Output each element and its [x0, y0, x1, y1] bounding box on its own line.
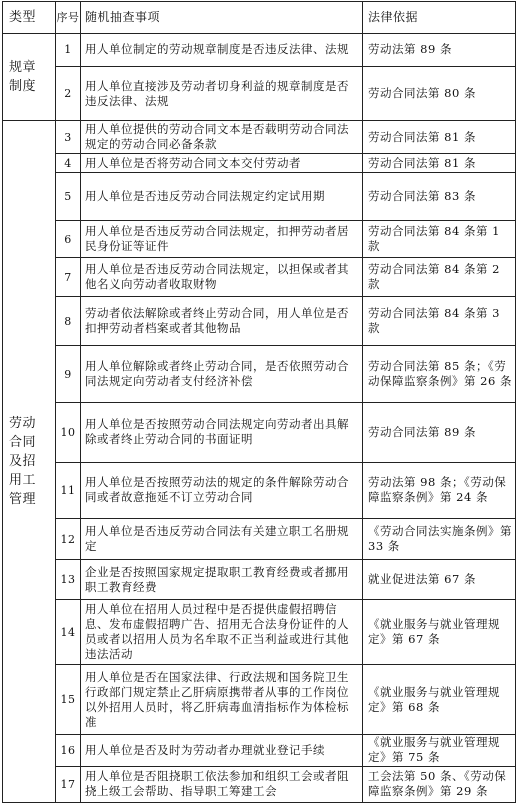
row-law: 《劳动合同法实施条例》第 33 条	[363, 519, 516, 560]
table-row	[3, 462, 516, 519]
row-law: 劳动合同法第 80 条	[363, 66, 516, 120]
row-law: 劳动合同法第 83 条	[363, 172, 516, 220]
row-item: 用人单位是否违反劳动合同法规定，以担保或者其他名义向劳动者收取财物	[81, 258, 363, 297]
row-law: 劳动合同法第 89 条	[363, 403, 516, 463]
table-row	[3, 258, 516, 297]
row-item: 用人单位是否将劳动合同文本交付劳动者	[81, 154, 363, 173]
row-item: 用人单位是否违反劳动合同法规定约定试用期	[81, 172, 363, 220]
row-number: 13	[56, 560, 81, 600]
row-number: 12	[56, 519, 81, 560]
table-row	[3, 403, 516, 463]
row-item: 用人单位制定的劳动规章制度是否违反法律、法规	[81, 34, 363, 67]
row-number: 5	[56, 172, 81, 220]
row-number: 7	[56, 258, 81, 297]
row-number: 4	[56, 154, 81, 173]
category-cell: 规章制度	[3, 34, 56, 121]
table-row	[3, 665, 516, 735]
table-row	[3, 600, 516, 665]
row-law: 《就业服务与就业管理规定》第 68 条	[363, 665, 516, 735]
row-law: 劳动法第 89 条	[363, 34, 516, 67]
row-number: 3	[56, 121, 81, 154]
row-law: 《就业服务与就业管理规定》第 75 条	[363, 735, 516, 767]
table-row	[3, 34, 516, 67]
row-number: 6	[56, 221, 81, 258]
header-row	[3, 2, 516, 34]
table-row	[3, 519, 516, 560]
table-row	[3, 221, 516, 258]
inspection-table	[2, 1, 516, 803]
header-no: 序号	[56, 2, 81, 34]
row-number: 16	[56, 735, 81, 767]
row-item: 用人单位解除或者终止劳动合同，是否依照劳动合同法规定向劳动者支付经济补偿	[81, 346, 363, 403]
table-row	[3, 560, 516, 600]
row-number: 14	[56, 600, 81, 665]
table-row	[3, 121, 516, 154]
row-item: 用人单位是否按照劳动合同法规定向劳动者出具解除或者终止劳动合同的书面证明	[81, 403, 363, 463]
row-law: 劳动合同法第 84 条第 1 款	[363, 221, 516, 258]
row-law: 劳动法第 98 条；《劳动保障监察条例》第 24 条	[363, 462, 516, 519]
row-item: 用人单位是否阻挠职工依法参加和组织工会或者阻挠上级工会帮助、指导职工筹建工会	[81, 766, 363, 802]
row-law: 劳动合同法第 81 条	[363, 154, 516, 173]
row-number: 9	[56, 346, 81, 403]
row-item: 用人单位是否违反劳动合同法规定，扣押劳动者居民身份证等证件	[81, 221, 363, 258]
table-row	[3, 154, 516, 173]
row-item: 企业是否按照国家规定提取职工教育经费或者挪用职工教育经费	[81, 560, 363, 600]
header-type: 类型	[3, 2, 56, 34]
row-number: 11	[56, 462, 81, 519]
row-law: 劳动合同法第 84 条第 3 款	[363, 297, 516, 346]
table-row	[3, 172, 516, 220]
row-number: 15	[56, 665, 81, 735]
row-item: 用人单位是否违反劳动合同法有关建立职工名册规定	[81, 519, 363, 560]
row-item: 劳动者依法解除或者终止劳动合同，用人单位是否扣押劳动者档案或者其他物品	[81, 297, 363, 346]
row-number: 17	[56, 766, 81, 802]
table-row	[3, 346, 516, 403]
row-item: 用人单位是否在国家法律、行政法规和国务院卫生行政部门规定禁止乙肝病原携带者从事的工作岗位以外招用人员时，将乙肝病毒血清指标作为体检标准	[81, 665, 363, 735]
row-number: 10	[56, 403, 81, 463]
row-item: 用人单位提供的劳动合同文本是否载明劳动合同法规定的劳动合同必备条款	[81, 121, 363, 154]
table-row	[3, 66, 516, 120]
row-law: 工会法第 50 条、《劳动保障监察条例》第 29 条	[363, 766, 516, 802]
table-row	[3, 297, 516, 346]
row-number: 8	[56, 297, 81, 346]
row-number: 2	[56, 66, 81, 120]
row-item: 用人单位是否及时为劳动者办理就业登记手续	[81, 735, 363, 767]
table-row	[3, 735, 516, 767]
row-law: 《就业服务与就业管理规定》第 67 条	[363, 600, 516, 665]
row-item: 用人单位直接涉及劳动者切身利益的规章制度是否违反法律、法规	[81, 66, 363, 120]
row-law: 就业促进法第 67 条	[363, 560, 516, 600]
row-item: 用人单位是否按照劳动法的规定的条件解除劳动合同或者故意拖延不订立劳动合同	[81, 462, 363, 519]
header-law: 法律依据	[363, 2, 516, 34]
row-law: 劳动合同法第 81 条	[363, 121, 516, 154]
header-item: 随机抽查事项	[81, 2, 363, 34]
table-row	[3, 766, 516, 802]
row-law: 劳动合同法第 84 条第 2 款	[363, 258, 516, 297]
row-law: 劳动合同法第 85 条；《劳动保障监察条例》第 26 条	[363, 346, 516, 403]
category-cell: 劳动合同及招用工管理	[3, 121, 56, 803]
row-number: 1	[56, 34, 81, 67]
row-item: 用人单位在招用人员过程中是否提供虚假招聘信息、发布虚假招聘广告、招用无合法身份证件的人员或者以招用人员为名牟取不正当利益或进行其他违法活动	[81, 600, 363, 665]
